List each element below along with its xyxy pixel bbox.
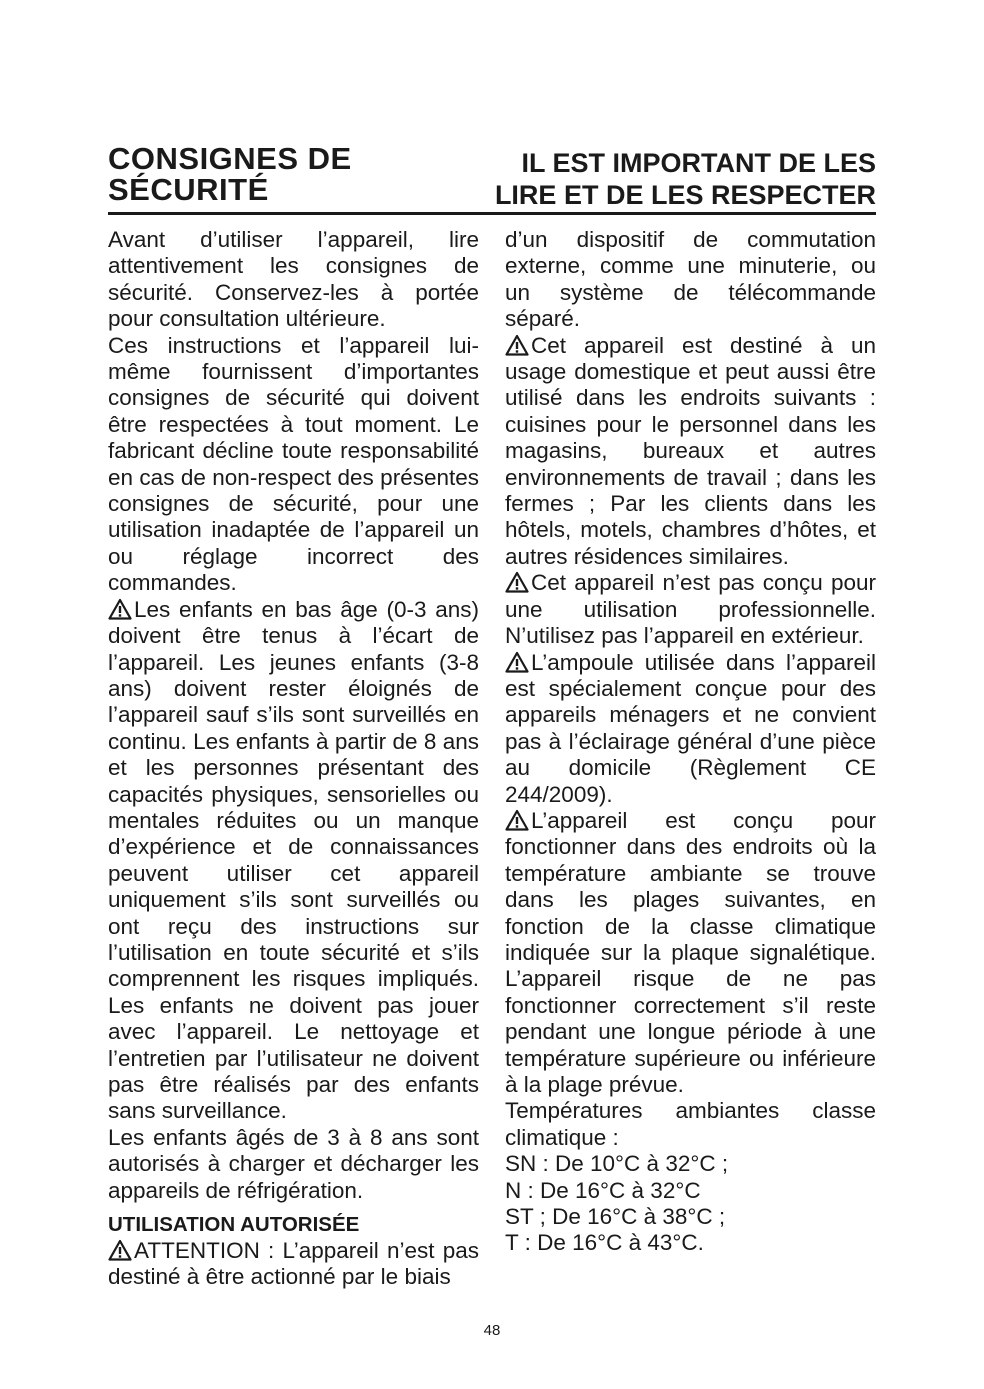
- list-item: N : De 16°C à 32°C: [505, 1177, 701, 1203]
- header-rule: [108, 212, 876, 215]
- paragraph-text: Cet appareil est destiné à un usage domestique et peut aussi être utilisé dans les endroits suivants : cuisines pour le personnel dans les magasins, bureaux et autres environnements de travail ; dans les fermes ; Par les clients dans les hôtels, motels, chambres d’hôtes, et autres résidences similaires.: [505, 332, 876, 569]
- paragraph-text: Les enfants en bas âge (0-3 ans) doivent être tenus à l’écart de l’appareil. Les jeunes enfants (3-8 ans) doivent rester éloignés de l’appareil sauf s’ils sont surveillés en continu. Les enfants à partir de 8 ans et les personnes présentant des capacités physiques, sensorielles ou mentales réduites ou un manque d’expérience et de connaissances peuvent utiliser cet appareil uniquement s’ils sont surveillés ou ont reçu des instructions sur l’utilisation en toute sécurité et s’ils comprennent les risques impliqués. Les enfants ne doivent pas jouer avec l’appareil. Le nettoyage et l’entretien par l’utilisateur ne doivent pas être réalisés par des enfants sans surveillance.: [108, 596, 479, 1124]
- warning-triangle-icon: [505, 334, 529, 356]
- paragraph: [505, 333, 876, 571]
- list-item: T : De 16°C à 43°C.: [505, 1230, 704, 1256]
- list-item: ST ; De 16°C à 38°C ;: [505, 1204, 726, 1230]
- paragraph-text: ATTENTION : L’appareil n’est pas destiné à être actionné par le biais: [108, 1238, 479, 1290]
- warning-triangle-icon: [505, 571, 529, 593]
- paragraph-text: Cet appareil n’est pas conçu pour une utilisation professionnelle. N’utilisez pas l’appareil en extérieur.: [505, 570, 876, 649]
- paragraph: [108, 1238, 479, 1291]
- paragraph: [505, 570, 876, 649]
- paragraph-text: L’ampoule utilisée dans l’appareil est spécialement conçue pour des appareils ménagers et ne convient pas à l’éclairage général d’une pièce au domicile (Règlement CE 244/2009).: [505, 649, 876, 807]
- paragraph-text: L’appareil est conçu pour fonctionner dans des endroits où la température ambiante se trouve dans les plages suivantes, en fonction de la classe climatique indiquée sur la plaque signalétique. L’appareil risque de ne pas fonctionner correctement s’il reste pendant une longue période à une température supérieure ou inférieure à la plage prévue.: [505, 807, 876, 1097]
- page-title: CONSIGNES DE SÉCURITÉ: [108, 141, 352, 207]
- left-column: [108, 227, 479, 1291]
- paragraph: [505, 650, 876, 808]
- list-item: SN : De 10°C à 32°C ;: [505, 1151, 729, 1177]
- paragraph: Températures ambiantes classe climatique :: [505, 1098, 876, 1150]
- warning-triangle-icon: [108, 1239, 132, 1261]
- warning-triangle-icon: [505, 651, 529, 673]
- paragraph: d’un dispositif de commutation externe, comme une minuterie, ou un système de télécommande séparé.: [505, 227, 876, 332]
- warning-triangle-icon: [108, 598, 132, 620]
- paragraph: [108, 597, 479, 1125]
- paragraph: [505, 808, 876, 1098]
- warning-triangle-icon: [505, 809, 529, 831]
- section-subheading: UTILISATION AUTORISÉE: [108, 1213, 360, 1237]
- page-number: 48: [483, 1322, 501, 1339]
- page-subtitle: IL EST IMPORTANT DE LES LIRE ET DE LES RESPECTER: [494, 148, 876, 210]
- right-column: [505, 227, 876, 1257]
- temperature-list: [505, 1151, 876, 1257]
- paragraph: Les enfants âgés de 3 à 8 ans sont autorisés à charger et décharger les appareils de réfrigération.: [108, 1124, 479, 1203]
- paragraph: Ces instructions et l’appareil lui-même fournissent d’importantes consignes de sécurité qui doivent être respectées à tout moment. Le fabricant décline toute responsabilité en cas de non-respect des présentes consignes de sécurité, pour une utilisation inadaptée de l’appareil un ou réglage incorrect des commandes.: [108, 332, 479, 596]
- paragraph: Avant d’utiliser l’appareil, lire attentivement les consignes de sécurité. Conservez-les à portée pour consultation ultérieure.: [108, 227, 479, 332]
